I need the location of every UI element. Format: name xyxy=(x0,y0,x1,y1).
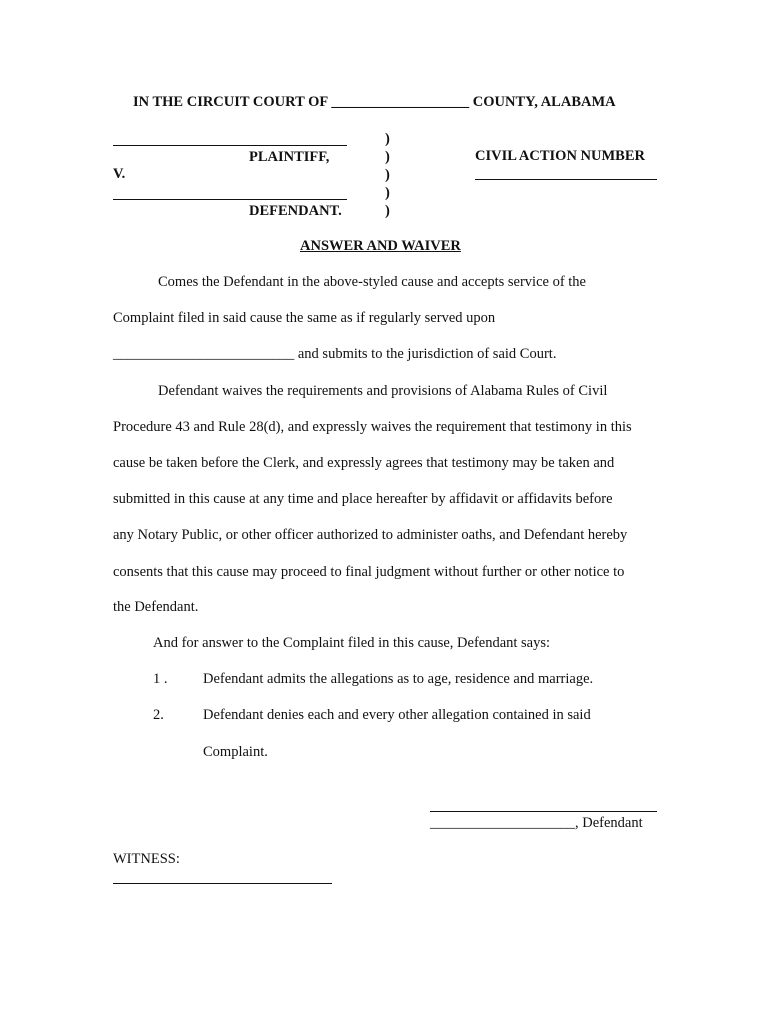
plaintiff-name-line xyxy=(113,145,347,146)
paragraph2-line: submitted in this cause at any time and place hereafter by affidavit or affidavits before xyxy=(113,491,613,507)
paragraph2-line: cause be taken before the Clerk, and expressly agrees that testimony may be taken and xyxy=(113,455,615,471)
item-number: 1 . xyxy=(153,671,168,687)
defendant-signature-line xyxy=(430,811,657,812)
paragraph2-line: any Notary Public, or other officer authorized to administer oaths, and Defendant hereby xyxy=(113,527,628,543)
paragraph1-line: Complaint filed in said cause the same as if regularly served upon xyxy=(113,310,496,326)
caption-paren: ) xyxy=(385,203,390,219)
paragraph2-line: consents that this cause may proceed to final judgment without further or other notice to xyxy=(113,564,625,580)
paragraph1-line: _________________________ and submits to the jurisdiction of said Court. xyxy=(113,346,557,362)
paragraph1-line: Comes the Defendant in the above-styled cause and accepts service of the xyxy=(158,274,586,290)
versus-label: V. xyxy=(113,166,126,182)
plaintiff-label: PLAINTIFF, xyxy=(249,149,330,165)
item-text: Defendant denies each and every other allegation contained in said xyxy=(203,707,591,723)
caption-paren: ) xyxy=(385,149,390,165)
civil-action-number-line xyxy=(475,179,657,180)
witness-signature-line xyxy=(113,883,332,884)
civil-action-label: CIVIL ACTION NUMBER xyxy=(475,148,645,164)
answer-intro: And for answer to the Complaint filed in this cause, Defendant says: xyxy=(153,635,551,651)
defendant-name-line: ____________________, Defendant xyxy=(430,815,643,831)
defendant-label: DEFENDANT. xyxy=(249,203,342,219)
item-text: Defendant admits the allegations as to age, residence and marriage. xyxy=(203,671,594,687)
paragraph2-line: Defendant waives the requirements and provisions of Alabama Rules of Civil xyxy=(158,383,608,399)
court-title: IN THE CIRCUIT COURT OF ___________________ COUNTY, ALABAMA xyxy=(133,94,616,110)
item-text: Complaint. xyxy=(203,744,268,760)
defendant-name-line xyxy=(113,199,347,200)
caption-paren: ) xyxy=(385,131,390,147)
caption-paren: ) xyxy=(385,167,390,183)
document-title: ANSWER AND WAIVER xyxy=(300,238,461,254)
caption-paren: ) xyxy=(385,185,390,201)
item-number: 2. xyxy=(153,707,164,723)
paragraph2-line: the Defendant. xyxy=(113,599,199,615)
paragraph2-line: Procedure 43 and Rule 28(d), and expressly waives the requirement that testimony in this xyxy=(113,419,632,435)
witness-label: WITNESS: xyxy=(113,851,180,867)
